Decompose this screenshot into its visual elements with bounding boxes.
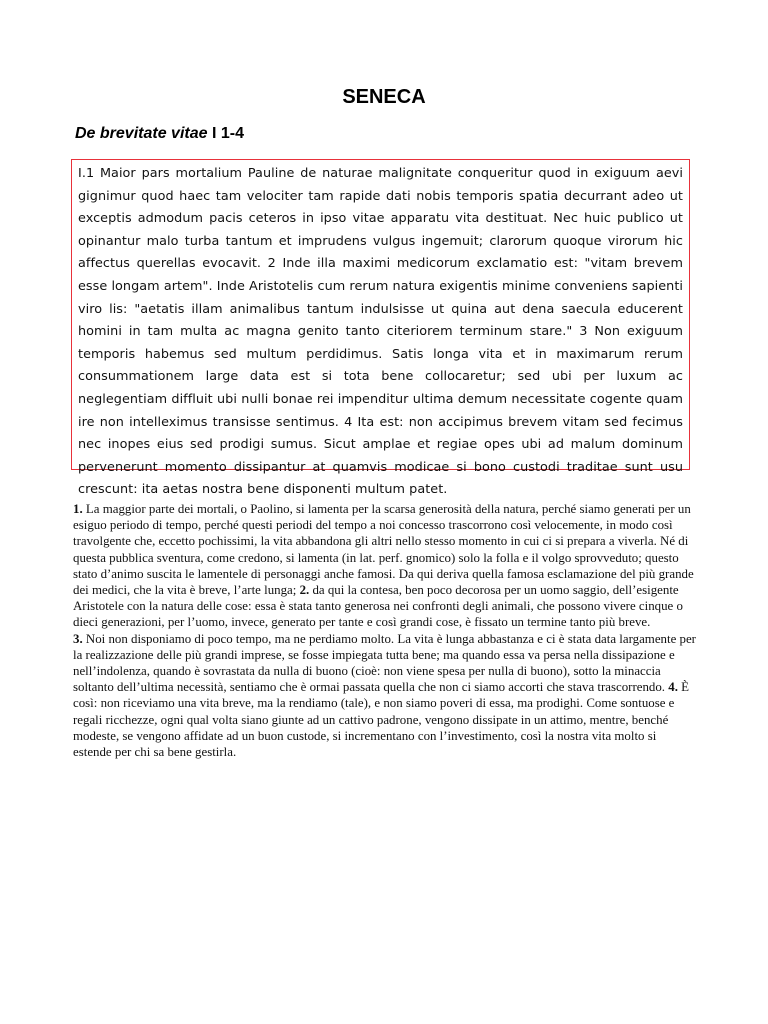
translation-text-2a: Noi non disponiamo di poco tempo, ma ne perdiamo molto. La vita è lunga abbastanza e ci è stata data largamente per la realizzazione delle più grandi imprese, se fosse impiegata tutta bene; ma quando essa va persa nella dissipazione e nell’indolenza, quando è sovrastata da nulla di buono (cioè: non viene spesa per nulla di buono), sotto la minaccia soltanto dell’ultima necessità, sentiamo che è ormai passata quella che non ci siamo accorti che stava trascorrendo.: [73, 631, 696, 695]
italian-translation: [73, 501, 697, 760]
work-subtitle: [75, 125, 244, 143]
work-reference: I 1-4: [207, 125, 244, 142]
work-title: De brevitate vitae: [75, 125, 208, 142]
translation-text-1b: da qui la contesa, ben poco decorosa per un uomo saggio, dell’esigente Aristotele con la natura delle cose: essa è stata tanto generosa nei confronti degli animali, che possono vivere cinque o dieci generazioni, per l’uomo, invece, generato per tante e così grandi cose, è fissato un termine tanto più breve.: [73, 583, 683, 630]
latin-text-box: I.1 Maior pars mortalium Pauline de naturae malignitate conqueritur quod in exiguum aevi gignimur quod haec tam velociter tam rapide dati nobis temporis spatia decurrant adeo ut exceptis admodum pacis ceteros in ipso vitae apparatu vita destituat. Nec huic publico ut opinantur malo turba tantum et imprudens vulgus ingemuit; clarorum quoque virorum hic affectus querellas evocavit. 2 Inde illa maximi medicorum exclamatio est: "vitam brevem esse longam artem". Inde Aristotelis cum rerum natura exigentis minime conveniens sapienti viro lis: "aetatis illam animalibus tantum indulsisse ut quina aut dena saecula educerent homini in tam multa ac magna genito tanto citeriorem terminum stare." 3 Non exiguum temporis habemus sed multum perdidimus. Satis longa vita et in maximarum rerum consummationem large data est si tota bene collocaretur; sed ubi per luxum ac neglegentiam diffluit ubi nulli bonae rei impenditur ultima demum necessitate cogente quam ire non intelleximus transisse sentimus. 4 Ita est: non accipimus brevem vitam sed fecimus nec inopes eius sed prodigi sumus. Sicut amplae et regiae opes ubi ad malum dominum pervenerunt momento dissipantur at quamvis modicae si bono custodi traditae sunt usu crescunt: ita aetas nostra bene disponenti multum patet.: [71, 159, 690, 470]
page-title: SENECA: [342, 86, 426, 108]
section-number-4: 4.: [665, 680, 678, 695]
section-number-3: 3.: [73, 631, 83, 646]
translation-text-1a: La maggior parte dei mortali, o Paolino, si lamenta per la scarsa generosità della natura, perché siamo generati per un esiguo periodo di tempo, perché questi periodi del tempo a noi concesso trascorrono così velocemente, in modo così travolgente che, eccetto pochissimi, la vita abbandona gli altri nello stesso momento in cui ci si prepara a viverla. Né di questa pubblica sventura, come credono, si lamenta (in lat. perf. gnomico) solo la folla e il volgo sprovveduto; questo stato d’animo suscita le lamentele di personaggi anche famosi. Da qui deriva quella famosa esclamazione del più grande dei medici, che la vita è breve, l’arte lunga;: [73, 502, 694, 598]
section-number-2: 2.: [296, 583, 310, 598]
translation-paragraph-1: [73, 501, 697, 631]
translation-paragraph-2: [73, 631, 697, 761]
section-number-1: 1.: [73, 502, 83, 516]
translation-text-2b: È così: non riceviamo una vita breve, ma la rendiamo (tale), e non siamo poveri di essa, ma prodighi. Come sontuose e regali ricchezze, ogni qual volta siano giunte ad un cattivo padrone, vengono dissipate in un attimo, mentre, benché modeste, se vengono affidate ad un buon custode, si incrementano con l’investimento, così la nostra vita molto si estende per chi sa bene gestirla.: [73, 680, 690, 760]
